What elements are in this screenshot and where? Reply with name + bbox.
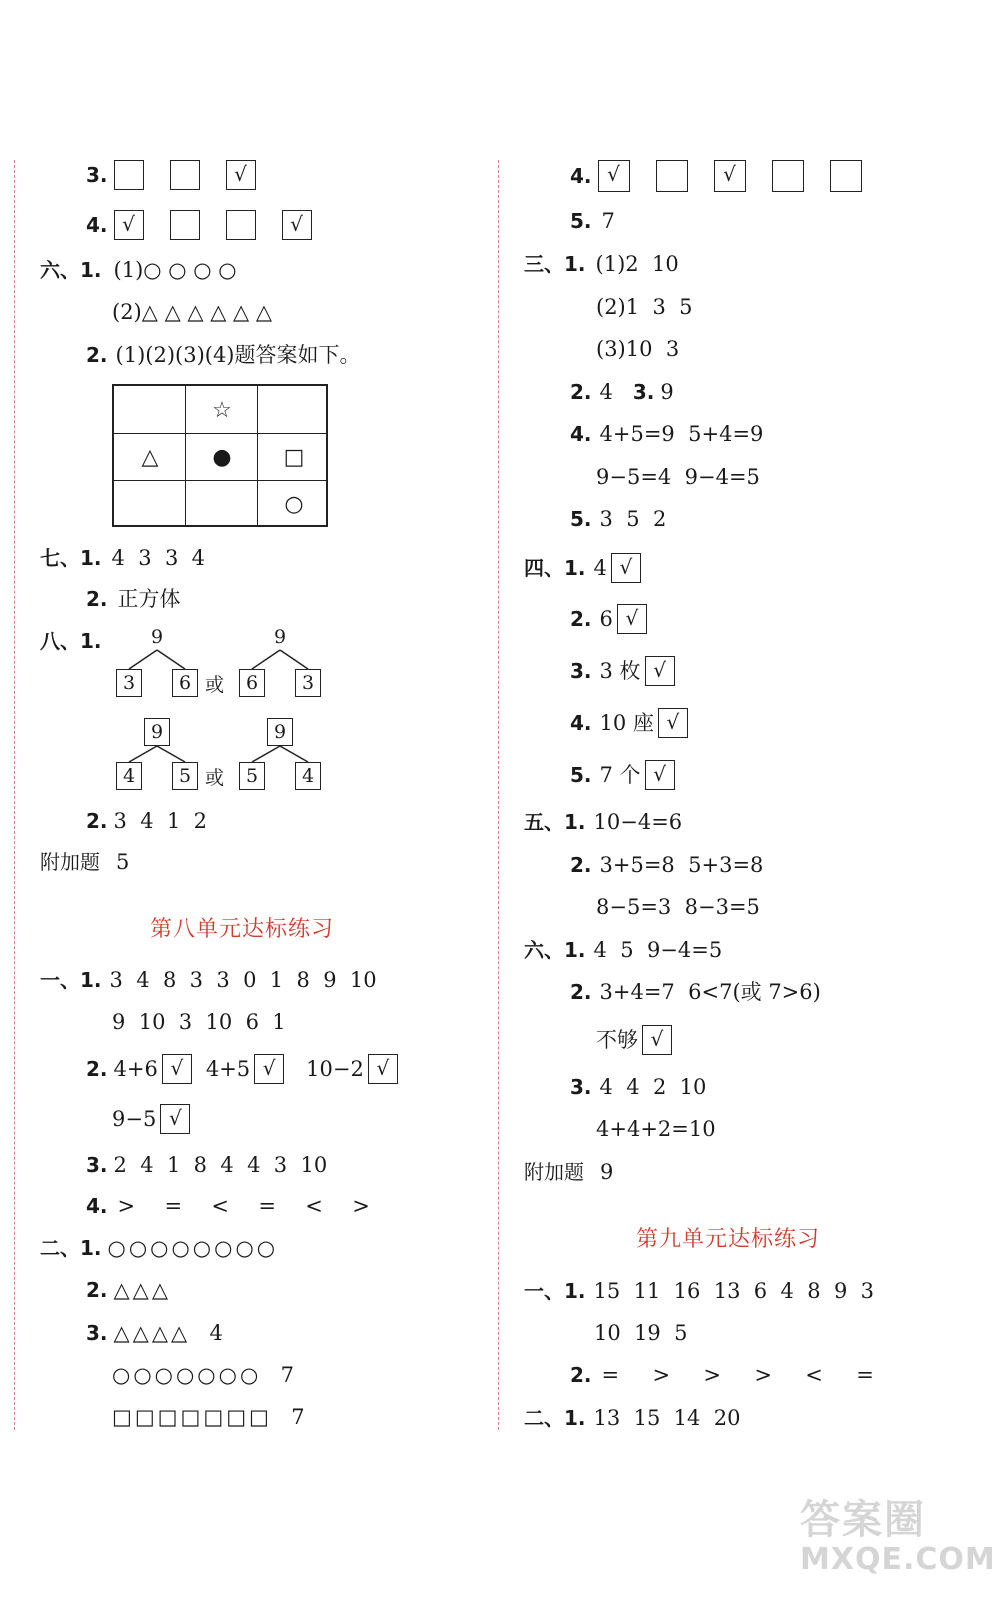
q-label: 二、1. [40,1236,102,1260]
answer-box [226,210,256,240]
right-q4-eq-row [570,420,763,448]
q-label: 2. [570,853,592,877]
tree-box: 4 [295,762,321,790]
right-six-q3-row [570,1073,706,1101]
expr: 10−2 [306,1057,364,1081]
q-label: 2. [570,607,592,631]
q-label: 2. [86,343,108,367]
u8-q2-row [86,1054,398,1084]
u9-q1-row2 [594,1319,688,1347]
answer-box: √ [611,553,641,583]
four-q4-row [570,708,688,738]
answer-text: 3+4=7 6<7(或 7>6) [599,980,821,1004]
answer-box: √ [114,210,144,240]
answer-box [772,160,804,192]
right-six-q2-row2 [596,1025,672,1055]
answer-text: = > > > < = [601,1363,874,1387]
star-icon: ☆ [212,397,232,423]
answer-text: 9 [660,380,674,404]
answer-text: 9 10 3 10 6 1 [112,1010,286,1034]
position-grid [112,384,328,527]
answer-text: 10 19 5 [594,1321,688,1345]
answer-text: 3 4 1 2 [113,809,208,833]
q-label: 2. [570,980,592,1004]
expr: 4+6 [113,1057,158,1081]
six-q1-row [40,256,237,284]
tree-top-number: 9 [274,626,287,648]
q-label: 四、1. [524,556,586,580]
tree-box: 6 [239,669,265,697]
extra-label: 附加题 [40,850,100,874]
answer-text: (1)(2)(3)(4)题答案如下。 [115,343,361,367]
answer-text: 6 [599,607,613,631]
u8-two-q1-row [40,1234,278,1262]
watermark-logo: 答案圈 [800,1497,926,1543]
answer-box: √ [162,1054,192,1084]
answer-text: 7 个 [599,763,641,787]
seven-q2-row [86,585,181,613]
number-tree-lines [0,620,500,840]
answer-text: 4 [593,556,607,580]
right-q5-row [570,207,615,235]
answer-box [170,210,200,240]
triangle-icon: △ [141,444,159,470]
q-label: 八、1. [40,629,102,653]
answer-box [170,160,200,190]
expr: 4+5 [205,1057,251,1081]
q-label: 5. [570,763,592,787]
q-label: 3. [86,1153,108,1177]
q-label: 五、1. [524,810,586,834]
answer-box: √ [714,160,746,192]
answer-text: 10−4=6 [593,810,683,834]
u8-two-q3-row [86,1319,226,1347]
square-icon: □ [283,444,305,470]
q-label: 2. [86,1278,108,1302]
right-q4-row [570,160,888,192]
right-six-q1-row [524,936,722,964]
six-q1-part2 [112,298,272,326]
q-label: 3. [86,1321,108,1345]
answer-text: 7 [601,209,615,233]
filled-circle-icon: ● [212,444,232,470]
answer-text: 4 5 9−4=5 [593,938,723,962]
q-label: 2. [86,1057,108,1081]
q-label: 2. [86,809,108,833]
answer-text: 3 5 2 [599,507,667,531]
answer-text: (2)1 3 5 [596,295,693,319]
u8-two-q3-row2 [112,1361,297,1389]
u8-q3-row [86,1151,327,1179]
five-q2-row2 [596,893,760,921]
u9-two-q1-row [524,1404,740,1432]
q-label: 三、1. [524,252,586,276]
q-label: 4. [570,422,592,446]
left-extra-row [40,848,129,876]
u8-two-q3-row3 [112,1403,308,1431]
tree-top-number: 9 [151,626,164,648]
answer-text: 正方体 [117,587,181,611]
answer-box: √ [645,656,675,686]
answer-box: √ [658,708,688,738]
answer-text: > = < = < > [117,1194,370,1218]
q-label: 3. [86,163,108,187]
u8-two-q2-row [86,1276,171,1304]
extra-value: 9 [600,1160,614,1184]
u8-q1-row [40,966,377,994]
q-label: 六、1. [524,938,586,962]
q-label: 4. [86,1194,108,1218]
right-six-q3-row2 [596,1115,716,1143]
or-text: 或 [205,767,225,789]
answer-text: △△△△ 4 [113,1321,226,1345]
right-extra-row [524,1158,613,1186]
q-label: 二、1. [524,1406,586,1430]
answer-text: 4 3 3 4 [111,546,206,570]
or-text: 或 [205,674,225,696]
four-q5-row [570,760,675,790]
five-q1-row [524,808,682,836]
u8-q4-row [86,1192,370,1220]
answer-box: √ [368,1054,398,1084]
eight-q2-row [86,807,207,835]
answer-text: 3 4 8 3 3 0 1 8 9 10 [109,968,377,992]
answer-box: √ [598,160,630,192]
answer-text: (1)○ ○ ○ ○ [113,258,237,282]
four-q2-row [570,604,647,634]
right-six-q2-row [570,978,821,1006]
q-label: 七、1. [40,546,102,570]
q-label: 4. [570,164,592,188]
unit8-title: 第八单元达标练习 [150,917,335,942]
answer-text: 4+5=9 5+4=9 [599,422,764,446]
answer-text: 15 11 16 13 6 4 8 9 3 [593,1279,875,1303]
q-label: 六、1. [40,258,102,282]
q-label: 4. [570,711,592,735]
answer-text: △△△ [113,1278,171,1302]
six-q2-row [86,341,361,369]
right-q5b-row [570,505,666,533]
answer-text: 4 [599,380,613,404]
q-label: 3. [570,659,592,683]
answer-text: 3+5=8 5+3=8 [599,853,764,877]
q-label: 2. [570,380,592,404]
expr: 9−5 [112,1107,157,1131]
right-q2-q3-row [570,378,674,406]
q-label: 3. [570,1075,592,1099]
tree-top-box: 9 [267,718,293,746]
q-label: 5. [570,507,592,531]
tree-box: 5 [239,762,265,790]
answer-text: 2 4 1 8 4 4 3 10 [113,1153,328,1177]
answer-box [830,160,862,192]
left-q4-row [86,210,338,240]
answer-text: 10 座 [599,711,654,735]
right-q4-eq-row2 [596,463,760,491]
left-q3-row [86,160,282,190]
u9-q1-row [524,1277,874,1305]
answer-text: ○○○○○○○○ [107,1236,279,1260]
answer-text: 不够 [596,1028,638,1052]
tree-box: 6 [172,669,198,697]
q-label: 2. [86,587,108,611]
tree-box: 3 [295,669,321,697]
u8-q2-row2 [112,1104,190,1134]
answer-text: 4+4+2=10 [596,1117,716,1141]
answer-text: 3 枚 [599,659,641,683]
tree-box: 3 [116,669,142,697]
answer-box: √ [226,160,256,190]
extra-value: 5 [116,850,130,874]
q-label: 4. [86,213,108,237]
answer-box: √ [617,604,647,634]
answer-text: (1)2 10 [595,252,679,276]
right-three-q1-b [596,293,693,321]
right-three-q1-c [596,335,679,363]
q-label: 3. [632,380,655,404]
answer-box: √ [160,1104,190,1134]
answer-text: □□□□□□□ 7 [112,1405,308,1429]
circle-icon: ○ [284,491,304,517]
answer-text: 9−5=4 9−4=5 [596,465,760,489]
five-q2-row [570,851,763,879]
answer-text: (3)10 3 [596,337,680,361]
seven-q1-row [40,544,205,572]
answer-text: 8−5=3 8−3=5 [596,895,760,919]
tree-box: 4 [116,762,142,790]
answer-box [656,160,688,192]
answer-box: √ [282,210,312,240]
answer-text: 4 4 2 10 [599,1075,707,1099]
q-label: 一、1. [524,1279,586,1303]
answer-box: √ [254,1054,284,1084]
extra-label: 附加题 [524,1160,584,1184]
answer-text: ○○○○○○○ 7 [112,1363,297,1387]
u9-q2-row [570,1361,874,1389]
four-q3-row [570,656,675,686]
answer-box: √ [642,1025,672,1055]
answer-box: √ [645,760,675,790]
answer-text: 13 15 14 20 [593,1406,741,1430]
answer-text: (2)△ △ △ △ △ △ [112,300,273,324]
q-label: 5. [570,209,592,233]
four-q1-row [524,553,641,583]
watermark-url: MXQE.COM [800,1542,996,1577]
unit9-title: 第九单元达标练习 [636,1227,821,1252]
answer-box [114,160,144,190]
tree-box: 5 [172,762,198,790]
u8-q1-row2 [112,1008,286,1036]
q-label: 2. [570,1363,592,1387]
tree-top-box: 9 [144,718,170,746]
right-three-q1-row [524,250,679,278]
q-label: 一、1. [40,968,102,992]
